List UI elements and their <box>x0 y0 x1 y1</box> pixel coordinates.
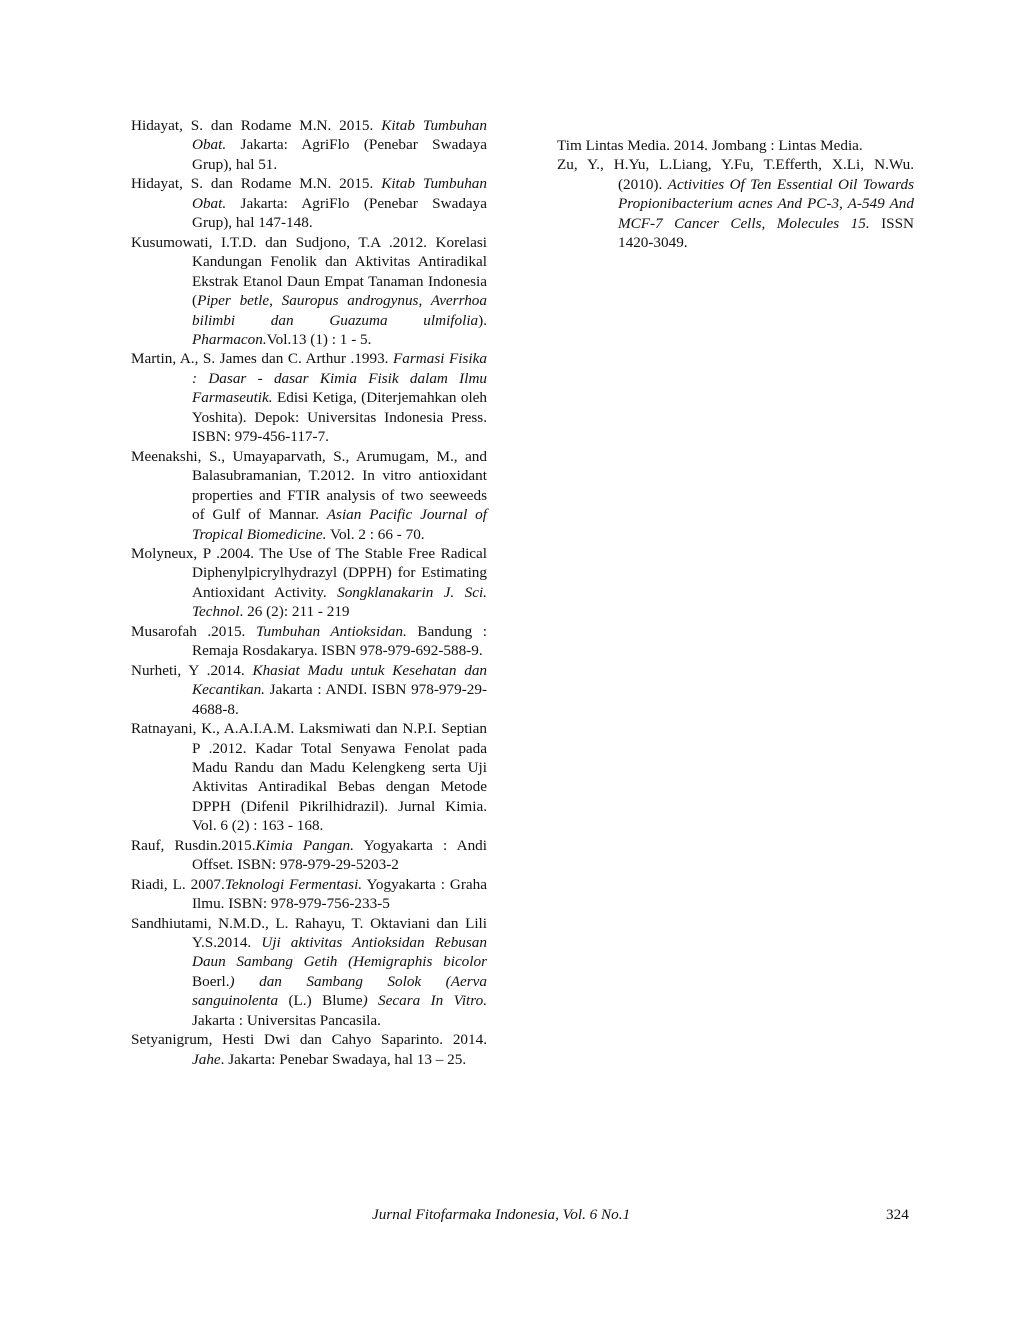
reference-text: Vol.13 (1) : 1 - 5. <box>266 330 372 348</box>
reference-text: Zu, Y., H.Yu, L.Liang, Y.Fu, T.Efferth, X.Li, N.Wu. (2010). <box>557 156 914 193</box>
reference-italic-text: Kitab Tumbuhan Obat. <box>192 117 487 154</box>
reference-text: Bandung : Remaja Rosdakarya. ISBN 978-979-692-588-9. <box>192 622 488 660</box>
reference-text: Jakarta: AgriFlo (Penebar Swadaya Grup), hal 147-148. <box>192 194 487 232</box>
reference-text: Jakarta: AgriFlo (Penebar Swadaya Grup), hal 51. <box>192 136 487 173</box>
reference-entry <box>131 447 487 544</box>
reference-text: Boerl. <box>192 972 230 990</box>
reference-text: Hidayat, S. dan Rodame M.N. 2015. <box>131 175 382 193</box>
reference-italic-text: Farmasi Fisika : Dasar - dasar Kimia Fisik dalam Ilmu Farmaseutik. <box>192 350 487 407</box>
reference-italic-text: Activities Of Ten Essential Oil Towards Propionibacterium acnes And PC-3, A-549 And MCF-7 Cancer Cells, Molecules 15. <box>618 175 914 232</box>
reference-text: . Jakarta: Penebar Swadaya, hal 13 – 25. <box>220 1050 467 1068</box>
reference-italic-text: Kitab Tumbuhan Obat. <box>192 175 487 212</box>
reference-text: . 26 (2): 211 - 219 <box>239 603 350 621</box>
reference-text: Meenakshi, S., Umayaparvath, S., Arumugam, M., and Balasubramanian, T.2012. In vitro antioxidant properties and FTIR analysis of two seeweeds of Gulf of Mannar. <box>131 447 487 524</box>
reference-entry <box>131 914 487 1031</box>
reference-text: Nurheti, Y .2014. <box>131 661 253 679</box>
reference-entry <box>131 875 487 914</box>
reference-italic-text: Piper betle, Sauropus androgynus, Averrhoa bilimbi dan Guazuma ulmifolia <box>192 292 487 329</box>
reference-text: Ratnayani, K., A.A.I.A.M. Laksmiwati dan N.P.I. Septian P .2012. Kadar Total Senyawa Fenolat pada Madu Randu dan Madu Kelengkeng serta Uji Aktivitas Antiradikal Bebas dengan Metode DPPH (Difenil Pikrilhidrazil). Jurnal Kimia. Vol. 6 (2) : 163 - 168. <box>131 720 487 835</box>
reference-text: ISSN 1420-3049. <box>618 214 914 252</box>
right-column-references <box>557 136 914 253</box>
footer-journal-name: Jurnal Fitofarmaka Indonesia, Vol. 6 No.1 <box>372 1206 631 1223</box>
reference-text: (L.) Blume <box>278 992 363 1010</box>
reference-entry <box>131 174 487 232</box>
reference-entry <box>131 116 487 174</box>
reference-text: Setyanigrum, Hesti Dwi dan Cahyo Saparinto. 2014. <box>131 1031 487 1049</box>
reference-text: Kusumowati, I.T.D. dan Sudjono, T.A .2012. Korelasi Kandungan Fenolik dan Aktivitas Antiradikal Ekstrak Etanol Daun Empat Tanaman Indonesia ( <box>131 233 487 310</box>
reference-text: Martin, A., S. James dan C. Arthur .1993. <box>131 350 394 368</box>
reference-text: Sandhiutami, N.M.D., L. Rahayu, T. Oktaviani dan Lili Y.S.2014. <box>131 914 487 952</box>
reference-entry <box>131 349 487 446</box>
reference-entry <box>131 719 487 836</box>
reference-entry <box>557 155 914 252</box>
reference-text: Yogyakarta : Graha Ilmu. ISBN: 978-979-756-233-5 <box>192 875 487 913</box>
reference-text: Tim Lintas Media. 2014. Jombang : Lintas Media. <box>557 137 863 154</box>
reference-text: Rauf, Rusdin.2015. <box>131 836 256 854</box>
reference-text: Jakarta : ANDI. ISBN 978-979-29-4688-8. <box>192 681 487 718</box>
reference-italic-text: Kimia Pangan. <box>255 836 354 854</box>
reference-text: Riadi, L. 2007. <box>131 875 225 893</box>
reference-text: ). <box>478 311 487 329</box>
reference-text: Molyneux, P .2004. The Use of The Stable Free Radical Diphenylpicrylhydrazyl (DPPH) for Estimating Antioxidant Activity. <box>131 544 487 601</box>
reference-italic-text: Pharmacon. <box>192 330 267 348</box>
reference-italic-text: Asian Pacific Journal of Tropical Biomedicine. <box>192 506 487 543</box>
reference-italic-text: Songklanakarin J. Sci. Technol <box>192 583 487 621</box>
page-number: 324 <box>886 1206 909 1223</box>
reference-italic-text: ) Secara In Vitro. <box>362 992 487 1010</box>
reference-text: Jakarta : Universitas Pancasila. <box>192 1011 381 1029</box>
reference-entry <box>557 136 914 155</box>
reference-text: Vol. 2 : 66 - 70. <box>326 525 425 543</box>
reference-italic-text: Uji aktivitas Antioksidan Rebusan Daun Sambang Getih (Hemigraphis bicolor <box>192 934 487 971</box>
reference-text: Musarofah .2015. <box>131 622 256 640</box>
reference-text: Yogyakarta : Andi Offset. ISBN: 978-979-29-5203-2 <box>192 836 487 874</box>
left-column-references <box>131 116 487 1069</box>
reference-entry <box>131 622 487 661</box>
reference-entry <box>131 233 487 350</box>
reference-italic-text: Tumbuhan Antioksidan. <box>255 622 407 640</box>
reference-text: Hidayat, S. dan Rodame M.N. 2015. <box>131 117 382 134</box>
reference-italic-text: Teknologi Fermentasi. <box>224 875 363 893</box>
reference-entry <box>131 661 487 719</box>
reference-entry <box>131 836 487 875</box>
reference-entry <box>131 1030 487 1069</box>
reference-italic-text: ) dan Sambang Solok (Aerva sanguinolenta <box>192 972 487 1010</box>
reference-text: Edisi Ketiga, (Diterjemahkan oleh Yoshita). Depok: Universitas Indonesia Press. ISBN: 979-456-117-7. <box>192 389 487 446</box>
reference-italic-text: Khasiat Madu untuk Kesehatan dan Kecantikan. <box>192 661 488 699</box>
reference-entry <box>131 544 487 622</box>
reference-italic-text: Jahe <box>192 1050 221 1068</box>
